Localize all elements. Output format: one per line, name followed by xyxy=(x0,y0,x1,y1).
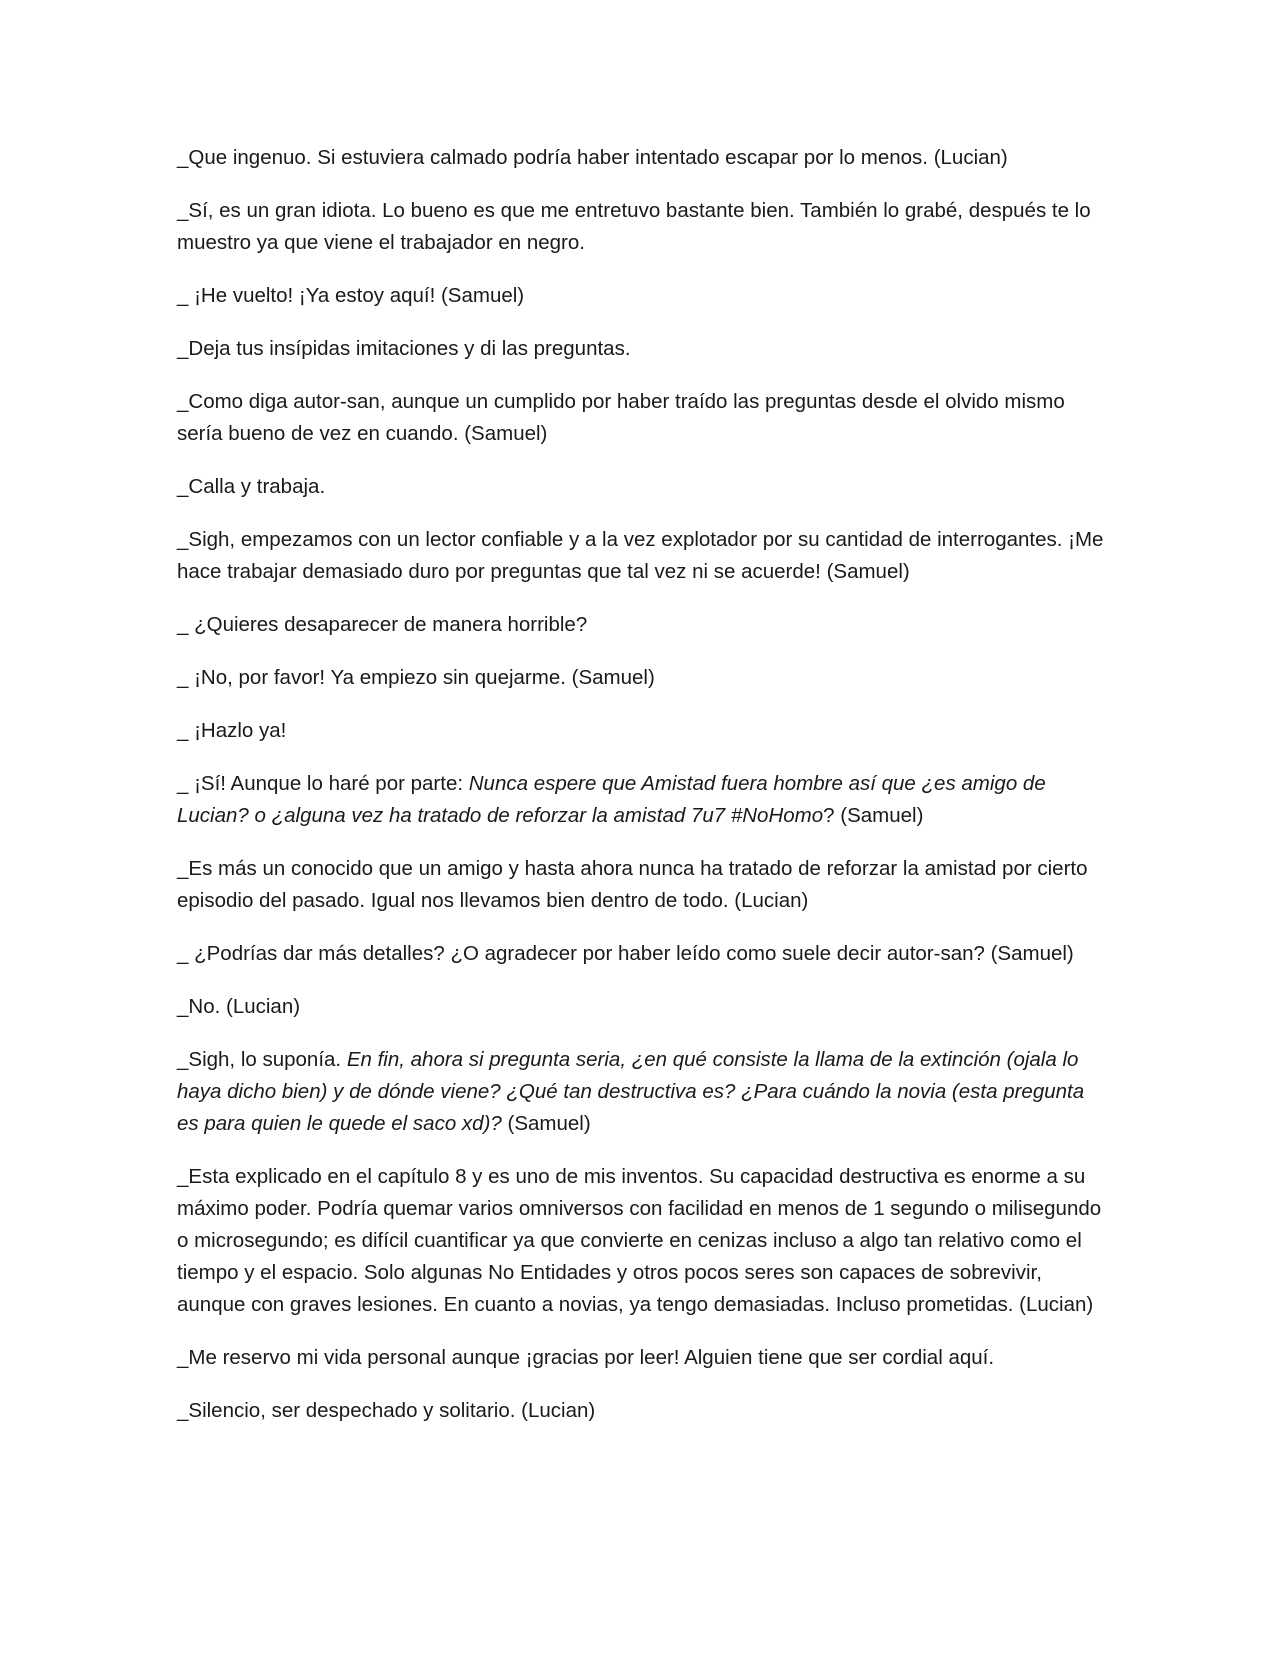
dialogue-paragraph xyxy=(177,195,1107,259)
text-run: _ ¡Sí! Aunque lo haré por parte: xyxy=(177,772,469,795)
text-run: _Que ingenuo. Si estuviera calmado podría haber intentado escapar por lo menos. (Lucian) xyxy=(177,146,1008,169)
document-body xyxy=(177,142,1107,1448)
dialogue-paragraph xyxy=(177,1395,1107,1427)
dialogue-paragraph xyxy=(177,1161,1107,1321)
text-run: _Sigh, lo suponía. xyxy=(177,1048,347,1071)
text-run: _Deja tus insípidas imitaciones y di las preguntas. xyxy=(177,337,631,360)
dialogue-paragraph xyxy=(177,280,1107,312)
text-run: _Silencio, ser despechado y solitario. (Lucian) xyxy=(177,1399,596,1422)
dialogue-paragraph xyxy=(177,1044,1107,1140)
dialogue-paragraph xyxy=(177,471,1107,503)
text-run: _ ¿Quieres desaparecer de manera horrible? xyxy=(177,613,588,636)
text-run: _Sigh, empezamos con un lector confiable y a la vez explotador por su cantidad de interrogantes. ¡Me hace trabajar demasiado duro por preguntas que tal vez ni se acuerde! (Samuel) xyxy=(177,528,1104,583)
dialogue-paragraph xyxy=(177,768,1107,832)
dialogue-paragraph xyxy=(177,333,1107,365)
dialogue-paragraph xyxy=(177,1342,1107,1374)
dialogue-paragraph xyxy=(177,609,1107,641)
text-run: _Calla y trabaja. xyxy=(177,475,326,498)
text-run: _Como diga autor-san, aunque un cumplido por haber traído las preguntas desde el olvido mismo sería bueno de vez en cuando. (Samuel) xyxy=(177,390,1065,445)
dialogue-paragraph xyxy=(177,662,1107,694)
text-run: _Es más un conocido que un amigo y hasta ahora nunca ha tratado de reforzar la amistad por cierto episodio del pasado. Igual nos llevamos bien dentro de todo. (Lucian) xyxy=(177,857,1088,912)
dialogue-paragraph xyxy=(177,991,1107,1023)
text-run: ? (Samuel) xyxy=(823,804,924,827)
text-run: _Esta explicado en el capítulo 8 y es uno de mis inventos. Su capacidad destructiva es enorme a su máximo poder. Podría quemar varios omniversos con facilidad en menos de 1 segundo o milisegundo o microsegundo; es difícil cuantificar ya que convierte en cenizas incluso a algo tan relativo como el tiempo y el espacio. Solo algunas No Entidades y otros pocos seres son capaces de sobrevivir, aunque con graves lesiones. En cuanto a novias, ya tengo demasiadas. Incluso prometidas. (Lucian) xyxy=(177,1165,1102,1316)
text-run: _ ¡He vuelto! ¡Ya estoy aquí! (Samuel) xyxy=(177,284,525,307)
text-run: _No. (Lucian) xyxy=(177,995,301,1018)
dialogue-paragraph xyxy=(177,715,1107,747)
text-run: _Me reservo mi vida personal aunque ¡gracias por leer! Alguien tiene que ser cordial aquí. xyxy=(177,1346,995,1369)
text-run: _Sí, es un gran idiota. Lo bueno es que me entretuvo bastante bien. También lo grabé, después te lo muestro ya que viene el trabajador en negro. xyxy=(177,199,1091,254)
text-run: _ ¡No, por favor! Ya empiezo sin quejarme. (Samuel) xyxy=(177,666,655,689)
text-run: _ ¿Podrías dar más detalles? ¿O agradecer por haber leído como suele decir autor-san? (Samuel) xyxy=(177,942,1074,965)
italic-text-run: Nunca espere que Amistad fuera hombre así que ¿es amigo de Lucian? o ¿alguna vez ha tratado de reforzar la amistad 7u7 #NoHomo xyxy=(177,772,1046,827)
dialogue-paragraph xyxy=(177,524,1107,588)
italic-text-run: En fin, ahora si pregunta seria, ¿en qué consiste la llama de la extinción (ojala lo haya dicho bien) y de dónde viene? ¿Qué tan destructiva es? ¿Para cuándo la novia (esta pregunta es para quien le quede el saco xd)? xyxy=(177,1048,1085,1135)
dialogue-paragraph xyxy=(177,938,1107,970)
dialogue-paragraph xyxy=(177,142,1107,174)
text-run: (Samuel) xyxy=(501,1112,591,1135)
text-run: _ ¡Hazlo ya! xyxy=(177,719,287,742)
dialogue-paragraph xyxy=(177,853,1107,917)
dialogue-paragraph xyxy=(177,386,1107,450)
